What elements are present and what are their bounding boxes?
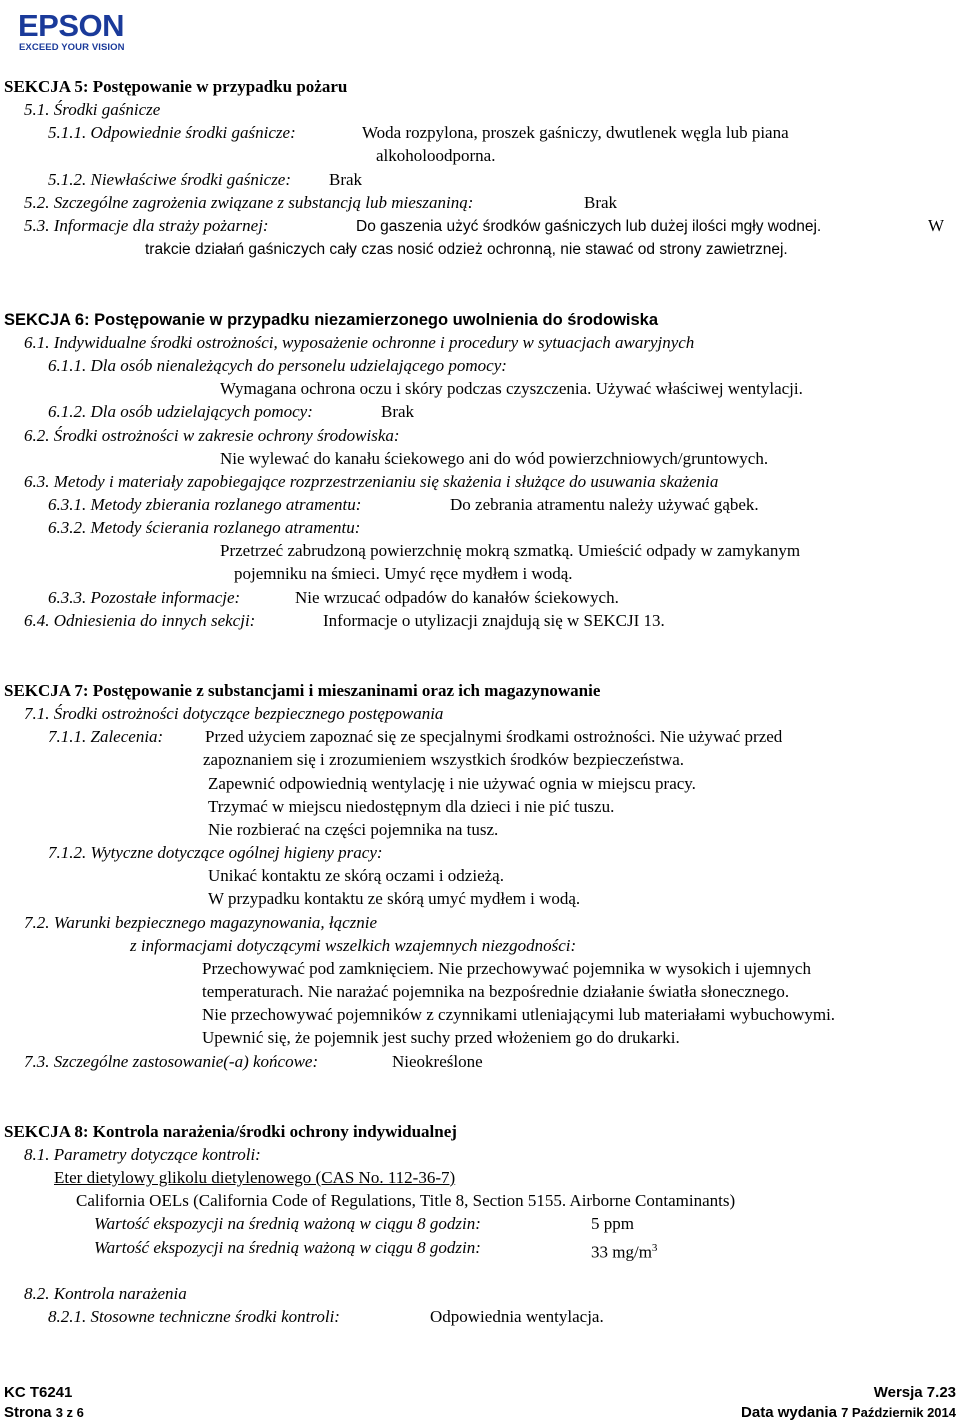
s6-1-2-text: Brak: [381, 402, 415, 421]
s7-2-text-2: temperaturach. Nie narażać pojemnika na bezpośrednie działanie światła słonecznego.: [202, 982, 790, 1001]
s7-2-text-3: Nie przechowywać pojemników z czynnikami utleniającymi lub materiałami wybuchowymi.: [202, 1005, 836, 1024]
footer-page: [4, 1404, 84, 1422]
s6-3-2-heading: 6.3.2. Metody ścierania rozlanego atramentu:: [48, 518, 361, 537]
s6-2-heading: 6.2. Środki ostrożności w zakresie ochrony środowiska:: [24, 426, 400, 445]
s6-3-2-text-1: Przetrzeć zabrudzoną powierzchnię mokrą szmatką. Umieścić odpady w zamykanym: [220, 541, 801, 560]
s6-1-1-heading: 6.1.1. Dla osób nienależących do personelu udzielającego pomocy:: [48, 356, 507, 375]
footer-page-label: Strona: [4, 1404, 52, 1421]
s5-2-text: Brak: [584, 193, 618, 212]
s6-3-3-label: 6.3.3. Pozostałe informacje:: [48, 588, 241, 607]
footer-version: Wersja 7.23: [873, 1384, 956, 1401]
s7-3-label: 7.3. Szczególne zastosowanie(-a) końcowe:: [24, 1052, 319, 1071]
section-6-title: SEKCJA 6: Postępowanie w przypadku niezamierzonego uwolnienia do środowiska: [4, 311, 659, 329]
s7-1-1-label: 7.1.1. Zalecenia:: [48, 727, 164, 746]
logo-tagline: EXCEED YOUR VISION: [19, 42, 125, 53]
s5-1-2-label: 5.1.2. Niewłaściwe środki gaśnicze:: [48, 170, 292, 189]
s6-1-2-label: 6.1.2. Dla osób udzielających pomocy:: [48, 402, 313, 421]
footer-date: [741, 1404, 956, 1422]
footer-date-value: 7 Październik 2014: [841, 1405, 956, 1420]
s8-1-regulation: California OELs (California Code of Regulations, Title 8, Section 5155. Airborne Contaminants): [76, 1191, 736, 1210]
s6-1-1-text: Wymagana ochrona oczu i skóry podczas czyszczenia. Używać właściwej wentylacji.: [220, 379, 803, 398]
s7-1-1-text-cont-2: Zapewnić odpowiednią wentylację i nie używać ognia w miejscu pracy.: [208, 774, 696, 793]
s7-2-text-1: Przechowywać pod zamknięciem. Nie przechowywać pojemnika w wysokich i ujemnych: [202, 959, 811, 978]
s6-3-2-text-2: pojemniku na śmieci. Umyć ręce mydłem i wodą.: [234, 564, 573, 583]
s7-1-2-heading: 7.1.2. Wytyczne dotyczące ogólnej higieny pracy:: [48, 843, 383, 862]
s8-2-1-label: 8.2.1. Stosowne techniczne środki kontroli:: [48, 1307, 340, 1326]
section-5-title: SEKCJA 5: Postępowanie w przypadku pożaru: [4, 77, 348, 96]
s7-2-text-4: Upewnić się, że pojemnik jest suchy przed włożeniem go do drukarki.: [202, 1028, 680, 1047]
s6-2-text: Nie wylewać do kanału ściekowego ani do wód powierzchniowych/gruntowych.: [220, 449, 769, 468]
s8-1-exposure-label-1: Wartość ekspozycji na średnią ważoną w ciągu 8 godzin:: [94, 1214, 481, 1233]
s5-2-label: 5.2. Szczególne zagrożenia związane z substancją lub mieszaniną:: [24, 193, 474, 212]
s6-4-text: Informacje o utylizacji znajdują się w SEKCJI 13.: [323, 611, 665, 630]
s8-1-heading: 8.1. Parametry dotyczące kontroli:: [24, 1145, 261, 1164]
s7-1-1-text-cont-1: zapoznaniem się i zrozumieniem wszystkich środków bezpieczeństwa.: [203, 750, 685, 769]
s5-1-heading: 5.1. Środki gaśnicze: [24, 100, 161, 119]
s8-1-exposure-value-1: 5 ppm: [591, 1214, 634, 1233]
footer-date-label: Data wydania: [741, 1404, 837, 1421]
s7-1-2-text-2: W przypadku kontaktu ze skórą umyć mydłem i wodą.: [208, 889, 581, 908]
s6-3-3-text: Nie wrzucać odpadów do kanałów ściekowych.: [295, 588, 619, 607]
s6-3-1-label: 6.3.1. Metody zbierania rozlanego atramentu:: [48, 495, 362, 514]
s6-1-heading: 6.1. Indywidualne środki ostrożności, wyposażenie ochronne i procedury w sytuacjach awaryjnych: [24, 333, 695, 352]
s8-2-1-text: Odpowiednia wentylacja.: [430, 1307, 604, 1326]
s6-3-heading: 6.3. Metody i materiały zapobiegające rozprzestrzenianiu się skażenia i służące do usuwania skażenia: [24, 472, 719, 491]
s7-1-heading: 7.1. Środki ostrożności dotyczące bezpiecznego postępowania: [24, 704, 444, 723]
s5-3-text-cont: trakcie działań gaśniczych cały czas nosić odzież ochronną, nie stawać od strony zawietrznej.: [145, 241, 788, 258]
s8-1-exposure-label-2: Wartość ekspozycji na średnią ważoną w ciągu 8 godzin:: [94, 1238, 481, 1257]
s5-3-text-w: W: [928, 216, 945, 235]
epson-logo: [18, 10, 130, 52]
s7-1-2-text-1: Unikać kontaktu ze skórą oczami i odzieżą.: [208, 866, 504, 885]
s6-3-1-text: Do zebrania atramentu należy używać gąbek.: [450, 495, 759, 514]
logo-brand: EPSON: [18, 8, 125, 43]
s5-3-label: 5.3. Informacje dla straży pożarnej:: [24, 216, 269, 235]
s6-4-label: 6.4. Odniesienia do innych sekcji:: [24, 611, 256, 630]
footer-page-number: 3 z 6: [55, 1405, 84, 1420]
section-7-title: SEKCJA 7: Postępowanie z substancjami i mieszaninami oraz ich magazynowanie: [4, 681, 601, 700]
s7-1-1-text: Przed użyciem zapoznać się ze specjalnymi środkami ostrożności. Nie używać przed: [205, 727, 783, 746]
s8-2-heading: 8.2. Kontrola narażenia: [24, 1284, 187, 1303]
s7-1-1-text-cont-4: Nie rozbierać na części pojemnika na tusz.: [208, 820, 499, 839]
s7-3-text: Nieokreślone: [392, 1052, 483, 1071]
exposure-value-2-text: 33 mg/m: [591, 1242, 652, 1262]
s7-2-heading: 7.2. Warunki bezpiecznego magazynowania, łącznie: [24, 913, 378, 932]
exposure-value-2-sup: 3: [651, 1242, 658, 1254]
s5-1-2-text: Brak: [329, 170, 363, 189]
s7-2-heading-cont: z informacjami dotyczącymi wszelkich wzajemnych niezgodności:: [130, 936, 577, 955]
s5-1-1-text: Woda rozpylona, proszek gaśniczy, dwutlenek węgla lub piana: [362, 123, 789, 142]
s7-1-1-text-cont-3: Trzymać w miejscu niedostępnym dla dzieci i nie pić tuszu.: [208, 797, 615, 816]
s8-1-exposure-value-2: [591, 1238, 657, 1263]
s5-1-1-text-cont: alkoholoodporna.: [376, 146, 496, 165]
s5-3-text: Do gaszenia użyć środków gaśniczych lub dużej ilości mgły wodnej.: [356, 218, 822, 235]
section-8-title: SEKCJA 8: Kontrola narażenia/środki ochrony indywidualnej: [4, 1122, 457, 1141]
s5-1-1-label: 5.1.1. Odpowiednie środki gaśnicze:: [48, 123, 296, 142]
s8-1-substance: Eter dietylowy glikolu dietylenowego (CAS No. 112-36-7): [54, 1168, 456, 1187]
footer-product-code: KC T6241: [4, 1384, 73, 1401]
